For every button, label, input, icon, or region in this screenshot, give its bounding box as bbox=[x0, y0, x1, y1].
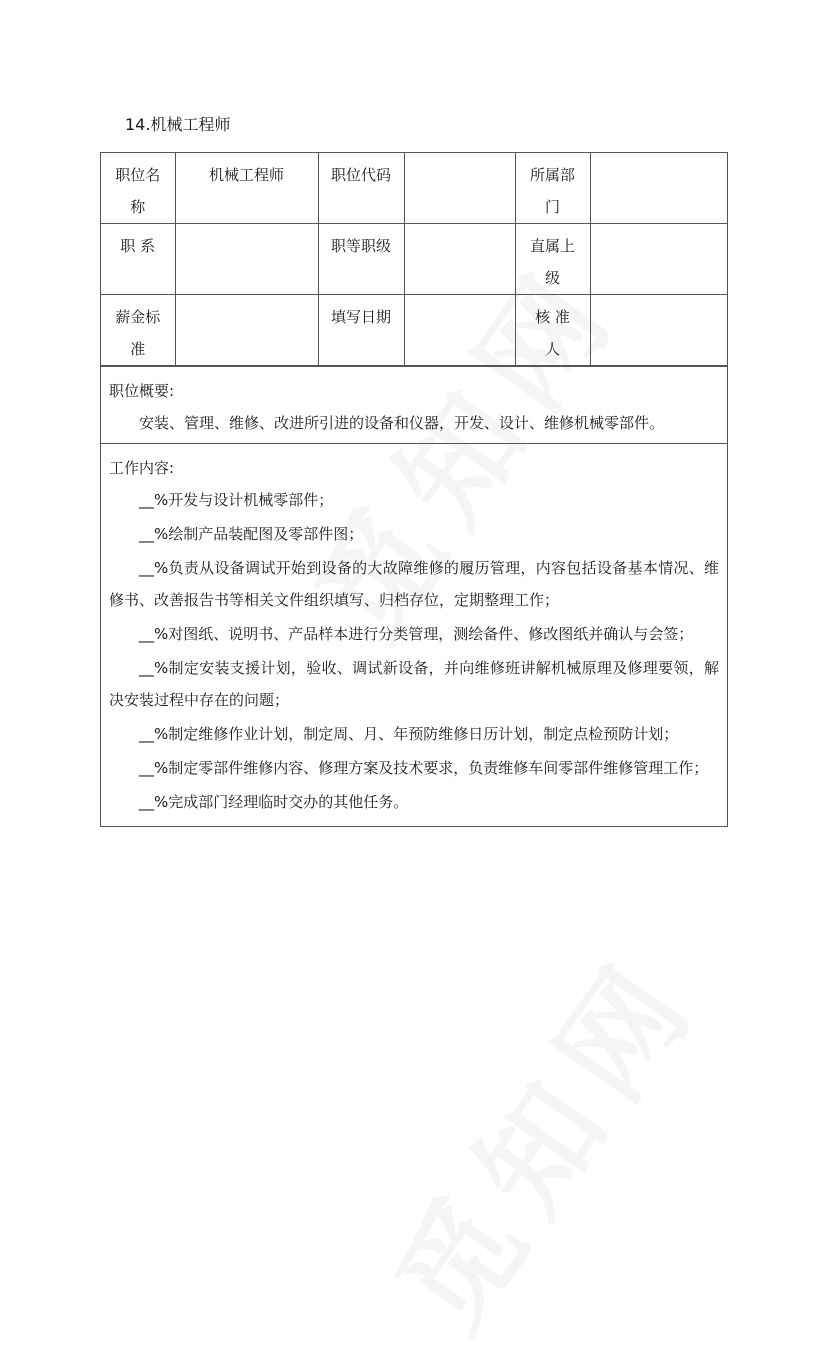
job-duties bbox=[101, 443, 727, 826]
label-job-series: 职 系 bbox=[101, 224, 175, 295]
job-description-form bbox=[100, 152, 728, 827]
duty-item: __%负责从设备调试开始到设备的大故障维修的履历管理，内容包括设备基本情况、维修书、改善报告书等相关文件组织填写、归档存位，定期整理工作； bbox=[109, 559, 719, 609]
value-position-code bbox=[404, 153, 515, 224]
label-fill-date: 填写日期 bbox=[318, 295, 404, 366]
duty-item: __%完成部门经理临时交办的其他任务。 bbox=[139, 793, 409, 811]
label-approver: 核 准 人 bbox=[515, 295, 590, 366]
duty-item: __%开发与设计机械零部件； bbox=[139, 491, 334, 509]
table-row bbox=[101, 224, 727, 295]
watermark bbox=[349, 915, 731, 1357]
value-position-name: 机械工程师 bbox=[175, 153, 318, 224]
label-position-name: 职位名称 bbox=[101, 153, 175, 224]
label-direct-supervisor: 直属上级 bbox=[515, 224, 590, 295]
duty-item: __%制定零部件维修内容、修理方案及技术要求，负责维修车间零部件维修管理工作； bbox=[139, 759, 709, 777]
value-job-grade bbox=[404, 224, 515, 295]
value-job-series bbox=[175, 224, 318, 295]
summary-text: 安装、管理、维修、改进所引进的设备和仪器，开发、设计、维修机械零部件。 bbox=[139, 414, 665, 432]
summary-title: 职位概要: bbox=[109, 382, 175, 400]
value-direct-supervisor bbox=[590, 224, 727, 295]
label-position-code: 职位代码 bbox=[318, 153, 404, 224]
duty-item: __%对图纸、说明书、产品样本进行分类管理，测绘备件、修改图纸并确认与会签； bbox=[139, 625, 694, 643]
duty-item: __%制定维修作业计划，制定周、月、年预防维修日历计划，制定点检预防计划； bbox=[139, 725, 679, 743]
value-fill-date bbox=[404, 295, 515, 366]
value-approver bbox=[590, 295, 727, 366]
value-department bbox=[590, 153, 727, 224]
page-title: 14.机械工程师 bbox=[125, 115, 231, 134]
label-salary-standard: 薪金标准 bbox=[101, 295, 175, 366]
duties-title: 工作内容: bbox=[109, 459, 175, 477]
duty-item: __%绘制产品装配图及零部件图； bbox=[139, 525, 364, 543]
table-row bbox=[101, 153, 727, 224]
position-summary bbox=[101, 366, 727, 443]
table-row bbox=[101, 295, 727, 366]
label-job-grade: 职等职级 bbox=[318, 224, 404, 295]
label-department: 所属部门 bbox=[515, 153, 590, 224]
duty-item: __%制定安装支援计划，验收、调试新设备，并向维修班讲解机械原理及修理要领，解决安装过程中存在的问题； bbox=[109, 659, 719, 709]
value-salary-standard bbox=[175, 295, 318, 366]
info-table bbox=[101, 153, 727, 366]
